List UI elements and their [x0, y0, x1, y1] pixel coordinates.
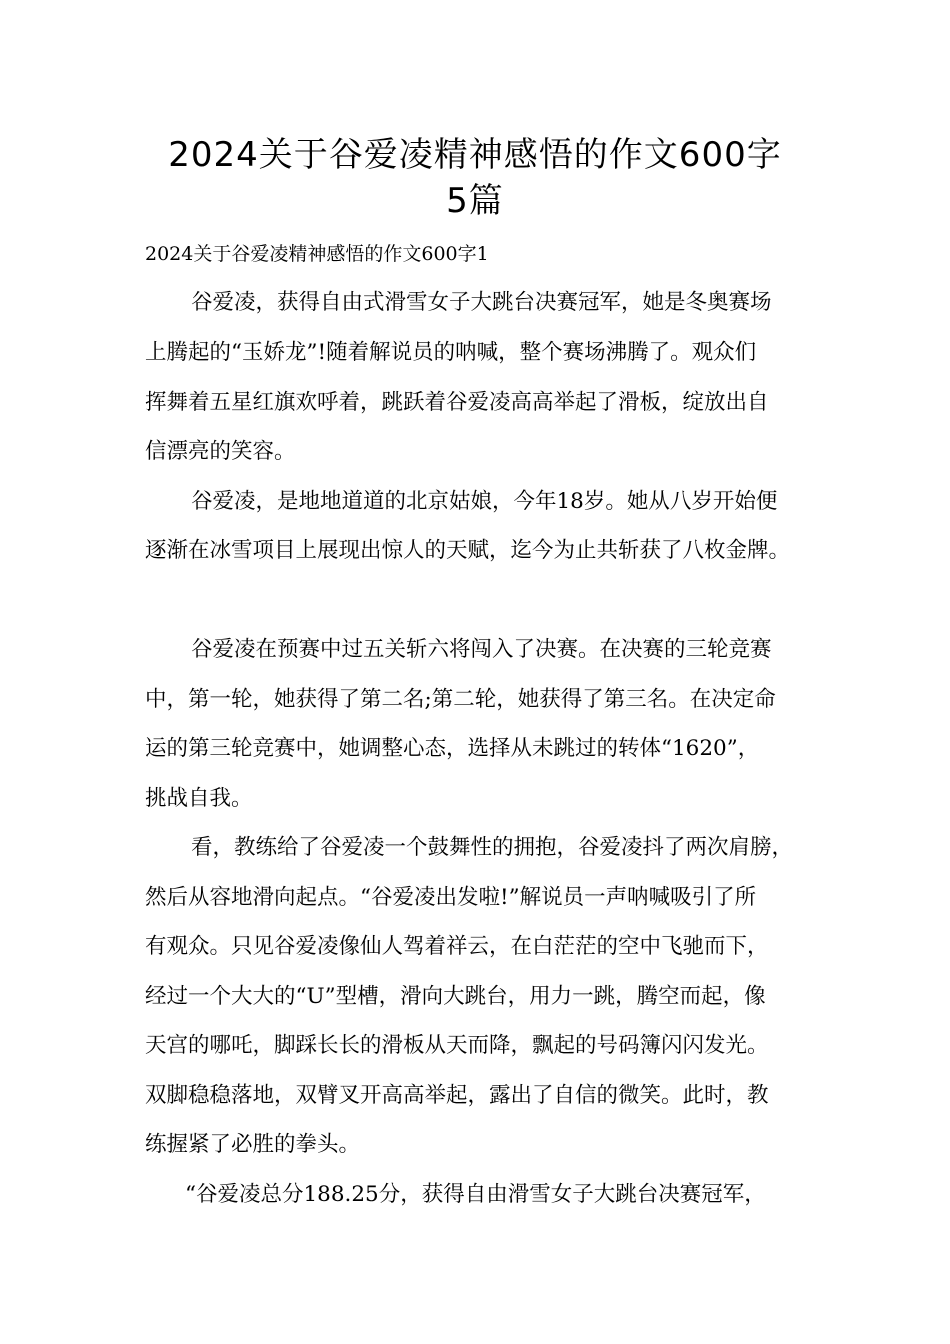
paragraph-line: 逐渐在冰雪项目上展现出惊人的天赋，迄今为止共斩获了八枚金牌。: [145, 538, 791, 563]
paragraph-line: 然后从容地滑向起点。“谷爱凌出发啦!”解说员一声呐喊吸引了所: [145, 885, 757, 910]
paragraph-line: 信漂亮的笑容。: [145, 439, 296, 464]
paragraph-line: 挑战自我。: [145, 786, 253, 811]
document-title-line-1: 2024关于谷爱凌精神感悟的作文600字: [168, 135, 782, 175]
section-heading: 2024关于谷爱凌精神感悟的作文600字1: [145, 243, 489, 265]
paragraph-line: 中，第一轮，她获得了第二名;第二轮，她获得了第三名。在决定命: [145, 687, 776, 712]
paragraph-line: 挥舞着五星红旗欢呼着，跳跃着谷爱凌高高举起了滑板，绽放出自: [145, 390, 769, 415]
paragraph-line: “谷爱凌总分188.25分，获得自由滑雪女子大跳台决赛冠军，: [185, 1182, 766, 1207]
paragraph-line: 天宫的哪吒，脚踩长长的滑板从天而降，飘起的号码簿闪闪发光。: [145, 1033, 769, 1058]
paragraph-line: 谷爱凌在预赛中过五关斩六将闯入了决赛。在决赛的三轮竞赛: [191, 637, 772, 662]
paragraph-line: 上腾起的“玉娇龙”!随着解说员的呐喊，整个赛场沸腾了。观众们: [145, 340, 757, 365]
document-title-line-2: 5篇: [446, 181, 504, 221]
paragraph-line: 有观众。只见谷爱凌像仙人驾着祥云，在白茫茫的空中飞驰而下，: [145, 934, 769, 959]
paragraph-line: 经过一个大大的“U”型槽，滑向大跳台，用力一跳，腾空而起，像: [145, 984, 766, 1009]
paragraph-line: 谷爱凌，是地地道道的北京姑娘，今年18岁。她从八岁开始便: [191, 489, 778, 514]
paragraph-line: 运的第三轮竞赛中，她调整心态，选择从未跳过的转体“1620”，: [145, 736, 760, 761]
paragraph-line: 谷爱凌，获得自由式滑雪女子大跳台决赛冠军，她是冬奥赛场: [191, 290, 772, 315]
paragraph-line: 双脚稳稳落地，双臂叉开高高举起，露出了自信的微笑。此时，教: [145, 1083, 769, 1108]
paragraph-line: 看，教练给了谷爱凌一个鼓舞性的拥抱，谷爱凌抖了两次肩膀，: [191, 835, 794, 860]
paragraph-line: 练握紧了必胜的拳头。: [145, 1132, 361, 1157]
